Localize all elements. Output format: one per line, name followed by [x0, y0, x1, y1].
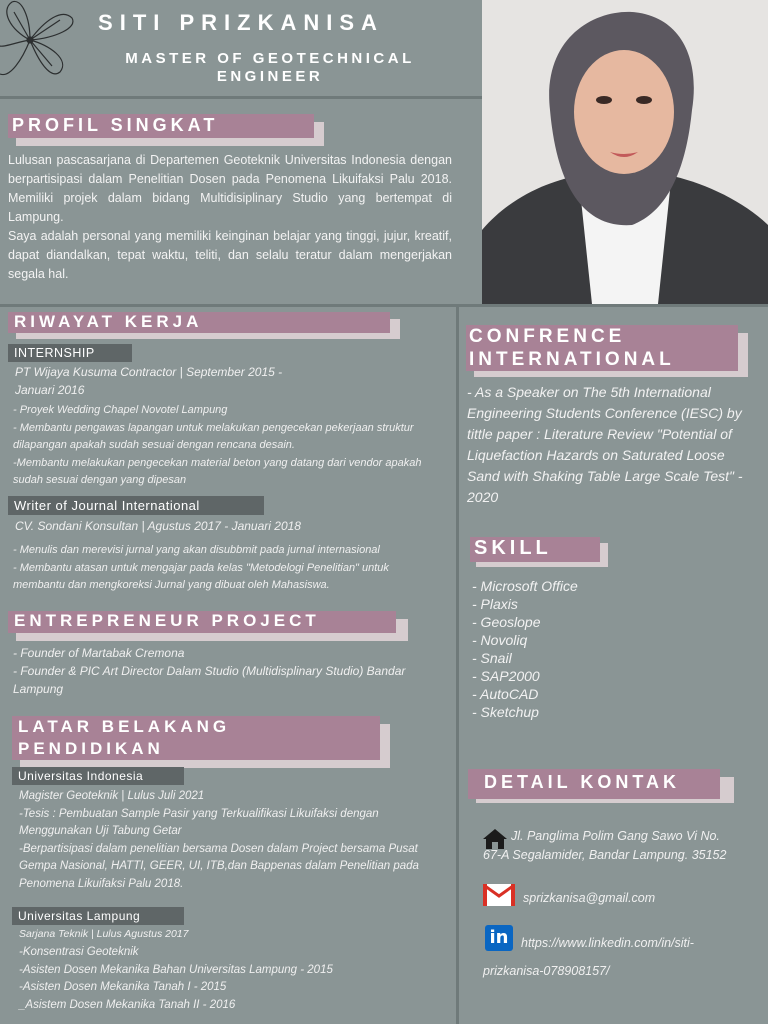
column-divider — [456, 307, 459, 1024]
skill-list — [472, 577, 672, 721]
contact-email[interactable]: sprizkanisa@gmail.com — [523, 891, 656, 905]
entrepreneur-heading: ENTREPRENEUR PROJECT — [14, 611, 320, 630]
education-heading-line2: PENDIDIKAN — [18, 739, 164, 758]
ui-label: Universitas Indonesia — [12, 767, 184, 785]
unila-line-5: _Asistem Dosen Mekanika Tanah II - 2016 — [19, 999, 236, 1012]
header-divider — [0, 96, 482, 99]
skill-item-6: - SAP2000 — [472, 668, 540, 684]
job-title: MASTER OF GEOTECHNICAL ENGINEER — [125, 50, 415, 85]
internship-detail-3: -Membantu melakukan pengecekan material beton yang datang dari vendor apakah sudah sesuai dengan yang dipesan — [13, 456, 422, 486]
unila-details — [19, 926, 451, 1015]
work-heading: RIWAYAT KERJA — [14, 312, 203, 331]
profile-photo — [482, 0, 768, 304]
profile-text — [8, 151, 452, 284]
internship-details — [13, 402, 433, 490]
person-name: SITI PRIZKANISA — [98, 10, 384, 35]
entrepreneur-item-1: - Founder of Martabak Cremona — [13, 646, 185, 660]
writer-detail-1: - Menulis dan merevisi jurnal yang akan disubbmit pada jurnal internasional — [13, 544, 380, 556]
profile-paragraph-1: Lulusan pascasarjana di Departemen Geoteknik Universitas Indonesia dengan berpartisipasi dalam Penelitian Dosen pada Penomena Likuifaksi Palu 2018. Memiliki projek dalam bidang Multidisiplinary Studio yang bertempat di Lampung. — [8, 153, 452, 224]
section-divider — [0, 304, 768, 307]
skill-item-8: - Sketchup — [472, 704, 539, 720]
contact-address: Jl. Panglima Polim Gang Sawo Vi No. 67-A Segalamider, Bandar Lampung. 35152 — [483, 829, 727, 862]
gmail-icon — [483, 884, 515, 906]
conference-text: - As a Speaker on The 5th International Engineering Students Conference (IESC) by tittle paper : Literature Review "Potential of Liquefaction Hazards on Saturated Loose Sand with Shaking Table Large Scale Test" - 2020 — [467, 384, 743, 505]
writer-detail-2: - Membantu atasan untuk mengajar pada kelas "Metodelogi Penelitian" untuk membantu dan mengkoreksi Jurnal yang dibuat oleh Mahasiswa. — [13, 561, 389, 591]
education-heading-line1: LATAR BELAKANG — [18, 717, 231, 736]
internship-detail-1: - Proyek Wedding Chapel Novotel Lampung — [13, 404, 228, 416]
ui-line-2: -Tesis : Pembuatan Sample Pasir yang Terkualifikasi Likuifaksi dengan Menggunakan Uji Tabung Getar — [19, 807, 379, 837]
unila-line-4: -Asisten Dosen Mekanika Tanah I - 2015 — [19, 981, 227, 994]
profile-heading: PROFIL SINGKAT — [12, 115, 219, 135]
conference-heading-line2: INTERNATIONAL — [469, 349, 675, 370]
skill-item-4: - Novoliq — [472, 632, 528, 648]
linkedin-icon: in — [485, 925, 513, 951]
skill-item-3: - Geoslope — [472, 614, 541, 630]
skill-item-5: - Snail — [472, 650, 512, 666]
entrepreneur-item-2: - Founder & PIC Art Director Dalam Studio (Multidisplinary Studio) Bandar Lampung — [13, 664, 406, 696]
skill-heading: SKILL — [474, 537, 552, 559]
entrepreneur-list — [13, 644, 433, 698]
internship-detail-2: - Membantu pengawas lapangan untuk melakukan pengecekan pekerjaan struktur dilapangan apakah sudah sesuai dengan rencana desain. — [13, 421, 414, 451]
internship-label: INTERNSHIP — [8, 344, 132, 362]
unila-line-1: Sarjana Teknik | Lulus Agustus 2017 — [19, 928, 189, 940]
writer-details — [13, 542, 443, 595]
ui-line-1: Magister Geoteknik | Lulus Juli 2021 — [19, 790, 205, 802]
profile-paragraph-2: Saya adalah personal yang memiliki keinginan belajar yang tinggi, jujur, kreatif, dapat diandalkan, tepat waktu, teliti, dan selalu teratur dalam mengerjakan segala hal. — [8, 229, 452, 281]
unila-line-3: -Asisten Dosen Mekanika Bahan Universitas Lampung - 2015 — [19, 963, 333, 976]
internship-company: PT Wijaya Kusuma Contractor | September 2015 - Januari 2016 — [15, 365, 283, 397]
contact-linkedin[interactable]: https://www.linkedin.com/in/siti-prizkanisa-078908157/ — [483, 936, 694, 978]
skill-item-2: - Plaxis — [472, 596, 518, 612]
ui-line-3: -Berpartisipasi dalam penelitian bersama Dosen dalam Project bersama Pusat Gempa Nasional, HATTI, GEER, UI, ITB,dan Bappenas dalam Penelitian pada Penomena Likuifaksi Palu 2018. — [19, 842, 419, 890]
contact-heading: DETAIL KONTAK — [484, 772, 680, 792]
conference-heading-line1: CONFRENCE — [469, 326, 626, 347]
skill-item-7: - AutoCAD — [472, 686, 539, 702]
writer-company: CV. Sondani Konsultan | Agustus 2017 - Januari 2018 — [15, 519, 301, 533]
ui-details — [19, 788, 451, 893]
writer-label: Writer of Journal International — [8, 496, 264, 515]
unila-line-2: -Konsentrasi Geoteknik — [19, 945, 139, 958]
unila-label: Universitas Lampung — [12, 907, 184, 925]
skill-item-1: - Microsoft Office — [472, 578, 578, 594]
